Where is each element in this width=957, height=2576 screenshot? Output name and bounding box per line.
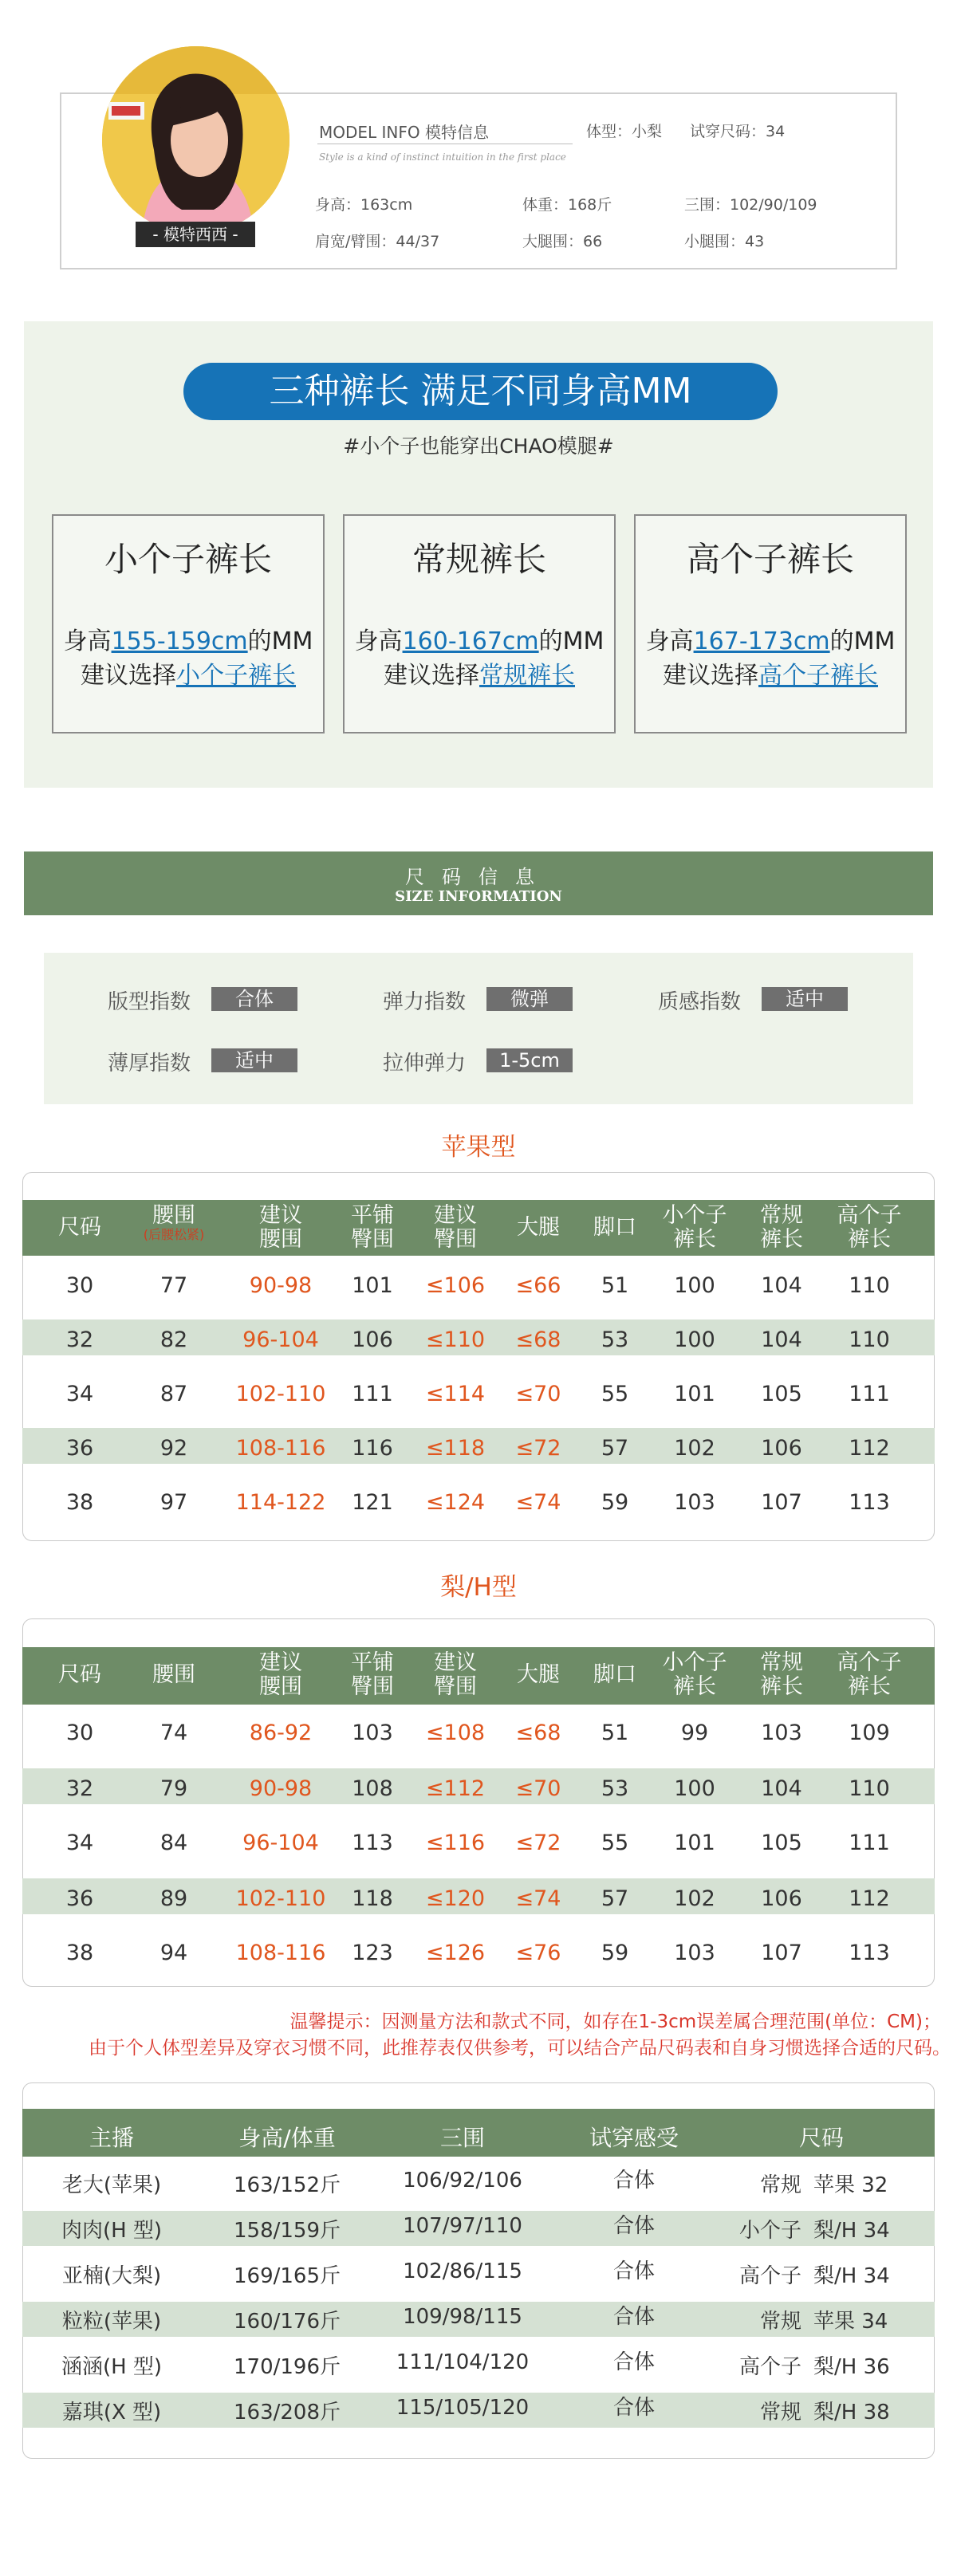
table-cell: 92 <box>160 1436 188 1461</box>
model-avatar <box>102 46 289 234</box>
length-box-petite <box>52 514 325 733</box>
anchor-bwh: 102/86/115 <box>403 2259 522 2283</box>
anchor-fit: 合体 <box>612 2259 655 2283</box>
table-cell: ≤76 <box>515 1941 561 1965</box>
waist-note: (后腰松紧) <box>143 1227 205 1242</box>
table-cell: 51 <box>601 1273 629 1298</box>
anchor-name: 嘉琪(X 型) <box>61 2401 162 2425</box>
header-text: 常规 <box>760 1203 803 1228</box>
model-bwh: 三围：102/90/109 <box>684 196 817 214</box>
table-cell: 32 <box>65 1776 94 1801</box>
table-cell: 102-110 <box>235 1382 326 1406</box>
table-cell: 106 <box>761 1436 802 1461</box>
anchor-size: 苹果 34 <box>813 2310 888 2334</box>
anchor-header-cell: 尺码 <box>798 2125 844 2151</box>
header-text: 脚口 <box>593 1215 636 1240</box>
table-cell: 104 <box>761 1327 802 1352</box>
anchor-length: 小个子 <box>738 2219 801 2243</box>
table-cell: ≤124 <box>425 1490 486 1515</box>
header-text: 臀围 <box>351 1227 394 1252</box>
model-calf: 小腿围：43 <box>684 233 765 250</box>
anchor-bwh: 115/105/120 <box>396 2396 530 2420</box>
table-cell: 104 <box>761 1273 802 1298</box>
header-text: 建议 <box>259 1203 302 1228</box>
model-thigh: 大腿围：66 <box>522 233 603 250</box>
table-cell: 36 <box>65 1886 94 1911</box>
header-text: 腰围 <box>152 1203 195 1228</box>
anchor-header-cell: 三围 <box>439 2125 485 2151</box>
table-cell: ≤114 <box>425 1382 486 1406</box>
table-cell: 102 <box>674 1886 715 1911</box>
index-label: 薄厚指数 <box>108 1052 191 1076</box>
table-cell: 100 <box>674 1327 715 1352</box>
table-cell: 123 <box>352 1941 393 1965</box>
header-text: 臀围 <box>434 1227 477 1252</box>
anchor-length: 高个子 <box>738 2264 801 2288</box>
anchor-header-cell: 主播 <box>89 2125 134 2151</box>
anchor-size: 梨/H 34 <box>813 2219 890 2243</box>
anchor-name: 涵涵(H 型) <box>61 2355 163 2379</box>
table-cell: 100 <box>674 1776 715 1801</box>
table-cell: 86-92 <box>249 1721 313 1745</box>
table-cell: 108-116 <box>235 1941 326 1965</box>
anchor-length: 常规 <box>759 2310 801 2334</box>
table-cell: ≤74 <box>515 1886 561 1911</box>
table-cell: 99 <box>680 1721 709 1745</box>
anchor-size: 苹果 32 <box>813 2173 888 2197</box>
model-height: 身高：163cm <box>315 196 413 214</box>
length-box-tall <box>634 514 907 733</box>
table-cell: 101 <box>674 1831 715 1855</box>
table-cell: 96-104 <box>242 1327 319 1352</box>
anchor-header-cell: 身高/体重 <box>238 2125 336 2151</box>
table-cell: ≤72 <box>515 1436 561 1461</box>
header-text: 高个子 <box>837 1650 902 1675</box>
header-text: 大腿 <box>517 1662 560 1687</box>
table-cell: 57 <box>601 1886 629 1911</box>
header-text: 臀围 <box>351 1674 394 1699</box>
header-text: 建议 <box>259 1650 302 1675</box>
size-note-line1: 温馨提示：因测量方法和款式不同，如存在1-3cm误差属合理范围(单位：CM)； <box>289 2012 941 2032</box>
anchor-bwh: 111/104/120 <box>396 2350 530 2374</box>
size-note-line2: 由于个人体型差异及穿衣习惯不同，此推荐表仅供参考，可以结合产品尺码表和自身习惯选择合适的尺码。 <box>89 2038 951 2059</box>
index-label: 质感指数 <box>658 990 742 1014</box>
table-cell: 51 <box>601 1721 629 1745</box>
table-cell: 53 <box>601 1776 629 1801</box>
header-text: 建议 <box>434 1203 477 1228</box>
table-cell: 113 <box>849 1941 890 1965</box>
anchor-fit: 合体 <box>612 2214 655 2238</box>
index-label: 版型指数 <box>108 990 191 1014</box>
table-cell: 77 <box>160 1273 188 1298</box>
table-cell: 101 <box>674 1382 715 1406</box>
model-name-tag: - 模特西西 - <box>136 222 255 247</box>
index-label: 拉伸弹力 <box>383 1052 467 1076</box>
table-cell: ≤70 <box>515 1382 561 1406</box>
table-cell: ≤106 <box>425 1273 486 1298</box>
header-text: 建议 <box>434 1650 477 1675</box>
header-text: 腰围 <box>152 1662 195 1687</box>
header-text: 裤长 <box>760 1227 803 1252</box>
anchor-length: 高个子 <box>738 2355 801 2379</box>
header-text: 尺码 <box>58 1662 101 1687</box>
table-cell: 109 <box>849 1721 890 1745</box>
pear-table-title: 梨/H型 <box>440 1573 517 1602</box>
table-cell: 114-122 <box>235 1490 326 1515</box>
anchor-height-weight: 163/208斤 <box>233 2401 341 2425</box>
table-cell: 111 <box>849 1831 890 1855</box>
header-text: 脚口 <box>593 1662 636 1687</box>
table-cell: ≤118 <box>425 1436 486 1461</box>
table-cell: 108-116 <box>235 1436 326 1461</box>
table-cell: 32 <box>65 1327 94 1352</box>
table-cell: 94 <box>160 1941 188 1965</box>
length-box-title: 小个子裤长 <box>104 540 272 579</box>
anchor-bwh: 106/92/106 <box>403 2169 522 2193</box>
table-cell: ≤68 <box>515 1721 561 1745</box>
table-cell: 106 <box>352 1327 393 1352</box>
header-text: 裤长 <box>673 1674 716 1699</box>
size-info-bar <box>24 851 933 915</box>
table-cell: 55 <box>601 1382 629 1406</box>
anchor-length: 常规 <box>759 2173 801 2197</box>
table-cell: ≤72 <box>515 1831 561 1855</box>
model-info-tagline: Style is a kind of instinct intuition in the first place <box>319 151 566 163</box>
table-header-cell <box>813 1204 925 1252</box>
table-cell: 106 <box>761 1886 802 1911</box>
table-cell: 104 <box>761 1776 802 1801</box>
table-cell: 107 <box>761 1490 802 1515</box>
fabric-index-panel <box>44 953 913 1104</box>
header-text: 常规 <box>760 1650 803 1675</box>
model-body-type: 体型：小梨 <box>586 123 663 140</box>
header-text: 裤长 <box>760 1674 803 1699</box>
table-cell: 30 <box>65 1721 94 1745</box>
anchor-size: 梨/H 36 <box>813 2355 890 2379</box>
table-cell: ≤112 <box>425 1776 486 1801</box>
table-cell: 108 <box>352 1776 393 1801</box>
index-value-tag: 微弹 <box>486 987 573 1011</box>
length-box-height: 身高167-173cm的MM <box>645 627 896 655</box>
table-cell: 59 <box>601 1941 629 1965</box>
anchor-fit: 合体 <box>612 2169 655 2193</box>
model-photo-icon <box>102 46 289 234</box>
model-shoulder: 肩宽/臂围：44/37 <box>315 233 440 250</box>
table-cell: 111 <box>352 1382 393 1406</box>
table-cell: 102 <box>674 1436 715 1461</box>
table-cell: 36 <box>65 1436 94 1461</box>
header-text: 平铺 <box>351 1650 394 1675</box>
anchor-height-weight: 170/196斤 <box>233 2355 341 2379</box>
model-try-size: 试穿尺码：34 <box>690 123 786 140</box>
table-cell: 111 <box>849 1382 890 1406</box>
pant-length-subtitle: #小个子也能穿出CHAO模腿# <box>343 435 614 458</box>
table-cell: ≤108 <box>425 1721 486 1745</box>
table-cell: 112 <box>849 1436 890 1461</box>
anchor-height-weight: 169/165斤 <box>233 2264 341 2288</box>
table-cell: 110 <box>849 1327 890 1352</box>
header-text: 腰围 <box>259 1227 302 1252</box>
table-cell: ≤110 <box>425 1327 486 1352</box>
length-box-title: 高个子裤长 <box>686 540 854 579</box>
table-cell: 57 <box>601 1436 629 1461</box>
anchor-name: 肉肉(H 型) <box>61 2219 163 2243</box>
table-cell: 103 <box>674 1490 715 1515</box>
table-cell: 90-98 <box>249 1273 313 1298</box>
table-cell: 38 <box>65 1941 94 1965</box>
size-info-cn: 尺码信息 <box>405 866 552 888</box>
table-cell: 102-110 <box>235 1886 326 1911</box>
table-cell: 105 <box>761 1382 802 1406</box>
table-cell: 110 <box>849 1273 890 1298</box>
length-box-advice: 建议选择小个子裤长 <box>81 662 296 690</box>
header-text: 大腿 <box>517 1215 560 1240</box>
table-cell: ≤116 <box>425 1831 486 1855</box>
header-text: 尺码 <box>58 1215 101 1240</box>
table-cell: 30 <box>65 1273 94 1298</box>
model-info-heading: MODEL INFO 模特信息 <box>319 123 489 142</box>
header-text: 小个子 <box>662 1203 727 1228</box>
table-header-cell <box>118 1663 230 1687</box>
header-text: 裤长 <box>673 1227 716 1252</box>
table-cell: ≤66 <box>515 1273 561 1298</box>
table-cell: ≤126 <box>425 1941 486 1965</box>
table-cell: 118 <box>352 1886 393 1911</box>
table-cell: 116 <box>352 1436 393 1461</box>
table-cell: 90-98 <box>249 1776 313 1801</box>
anchor-name: 粒粒(苹果) <box>61 2310 162 2334</box>
length-box-title: 常规裤长 <box>412 540 546 579</box>
table-cell: 82 <box>160 1327 188 1352</box>
anchor-name: 亚楠(大梨) <box>61 2264 162 2288</box>
anchor-bwh: 109/98/115 <box>403 2305 522 2329</box>
table-cell: 79 <box>160 1776 188 1801</box>
table-cell: 113 <box>849 1490 890 1515</box>
anchor-header-cell: 试穿感受 <box>589 2125 679 2151</box>
table-cell: 59 <box>601 1490 629 1515</box>
length-box-height: 身高160-167cm的MM <box>354 627 605 655</box>
table-cell: 112 <box>849 1886 890 1911</box>
table-cell: ≤120 <box>425 1886 486 1911</box>
table-cell: 103 <box>352 1721 393 1745</box>
table-cell: 101 <box>352 1273 393 1298</box>
table-cell: 96-104 <box>242 1831 319 1855</box>
index-value-tag: 1-5cm <box>486 1048 573 1072</box>
size-info-en: SIZE INFORMATION <box>395 888 562 905</box>
index-label: 弹力指数 <box>383 990 467 1014</box>
table-cell: 97 <box>160 1490 188 1515</box>
table-cell: 89 <box>160 1886 188 1911</box>
table-cell: 34 <box>65 1831 94 1855</box>
table-cell: 113 <box>352 1831 393 1855</box>
table-cell: 110 <box>849 1776 890 1801</box>
anchor-fit: 合体 <box>612 2396 655 2420</box>
anchor-bwh: 107/97/110 <box>403 2214 522 2238</box>
table-cell: 107 <box>761 1941 802 1965</box>
table-cell: 34 <box>65 1382 94 1406</box>
length-box-advice: 建议选择高个子裤长 <box>663 662 878 690</box>
pant-length-title: 三种裤长 满足不同身高MM <box>183 363 778 420</box>
header-text: 平铺 <box>351 1203 394 1228</box>
table-cell: 74 <box>160 1721 188 1745</box>
anchor-name: 老大(苹果) <box>61 2173 162 2197</box>
anchor-fit: 合体 <box>612 2350 655 2374</box>
model-weight: 体重：168斤 <box>522 196 612 214</box>
table-header-cell <box>813 1651 925 1699</box>
header-text: 高个子 <box>837 1203 902 1228</box>
table-cell: 84 <box>160 1831 188 1855</box>
table-cell: 38 <box>65 1490 94 1515</box>
anchor-height-weight: 163/152斤 <box>233 2173 341 2197</box>
header-text: 裤长 <box>848 1674 891 1699</box>
table-cell: ≤70 <box>515 1776 561 1801</box>
length-box-regular <box>343 514 616 733</box>
header-text: 小个子 <box>662 1650 727 1675</box>
index-value-tag: 适中 <box>762 987 848 1011</box>
index-value-tag: 合体 <box>211 987 297 1011</box>
anchor-fit: 合体 <box>612 2305 655 2329</box>
anchor-length: 常规 <box>759 2401 801 2425</box>
index-value-tag: 适中 <box>211 1048 297 1072</box>
length-box-advice: 建议选择常规裤长 <box>384 662 575 690</box>
anchor-height-weight: 158/159斤 <box>233 2219 341 2243</box>
table-cell: 121 <box>352 1490 393 1515</box>
table-cell: ≤68 <box>515 1327 561 1352</box>
table-cell: 55 <box>601 1831 629 1855</box>
table-cell: 87 <box>160 1382 188 1406</box>
apple-table-title: 苹果型 <box>441 1133 516 1162</box>
length-box-height: 身高155-159cm的MM <box>63 627 313 655</box>
table-cell: 53 <box>601 1327 629 1352</box>
header-text: 腰围 <box>259 1674 302 1699</box>
anchor-height-weight: 160/176斤 <box>233 2310 341 2334</box>
table-header-cell <box>118 1204 230 1242</box>
header-text: 裤长 <box>848 1227 891 1252</box>
table-cell: 105 <box>761 1831 802 1855</box>
anchor-size: 梨/H 38 <box>813 2401 890 2425</box>
anchor-size: 梨/H 34 <box>813 2264 890 2288</box>
table-cell: 103 <box>761 1721 802 1745</box>
header-text: 臀围 <box>434 1674 477 1699</box>
table-cell: 100 <box>674 1273 715 1298</box>
table-cell: ≤74 <box>515 1490 561 1515</box>
table-cell: 103 <box>674 1941 715 1965</box>
